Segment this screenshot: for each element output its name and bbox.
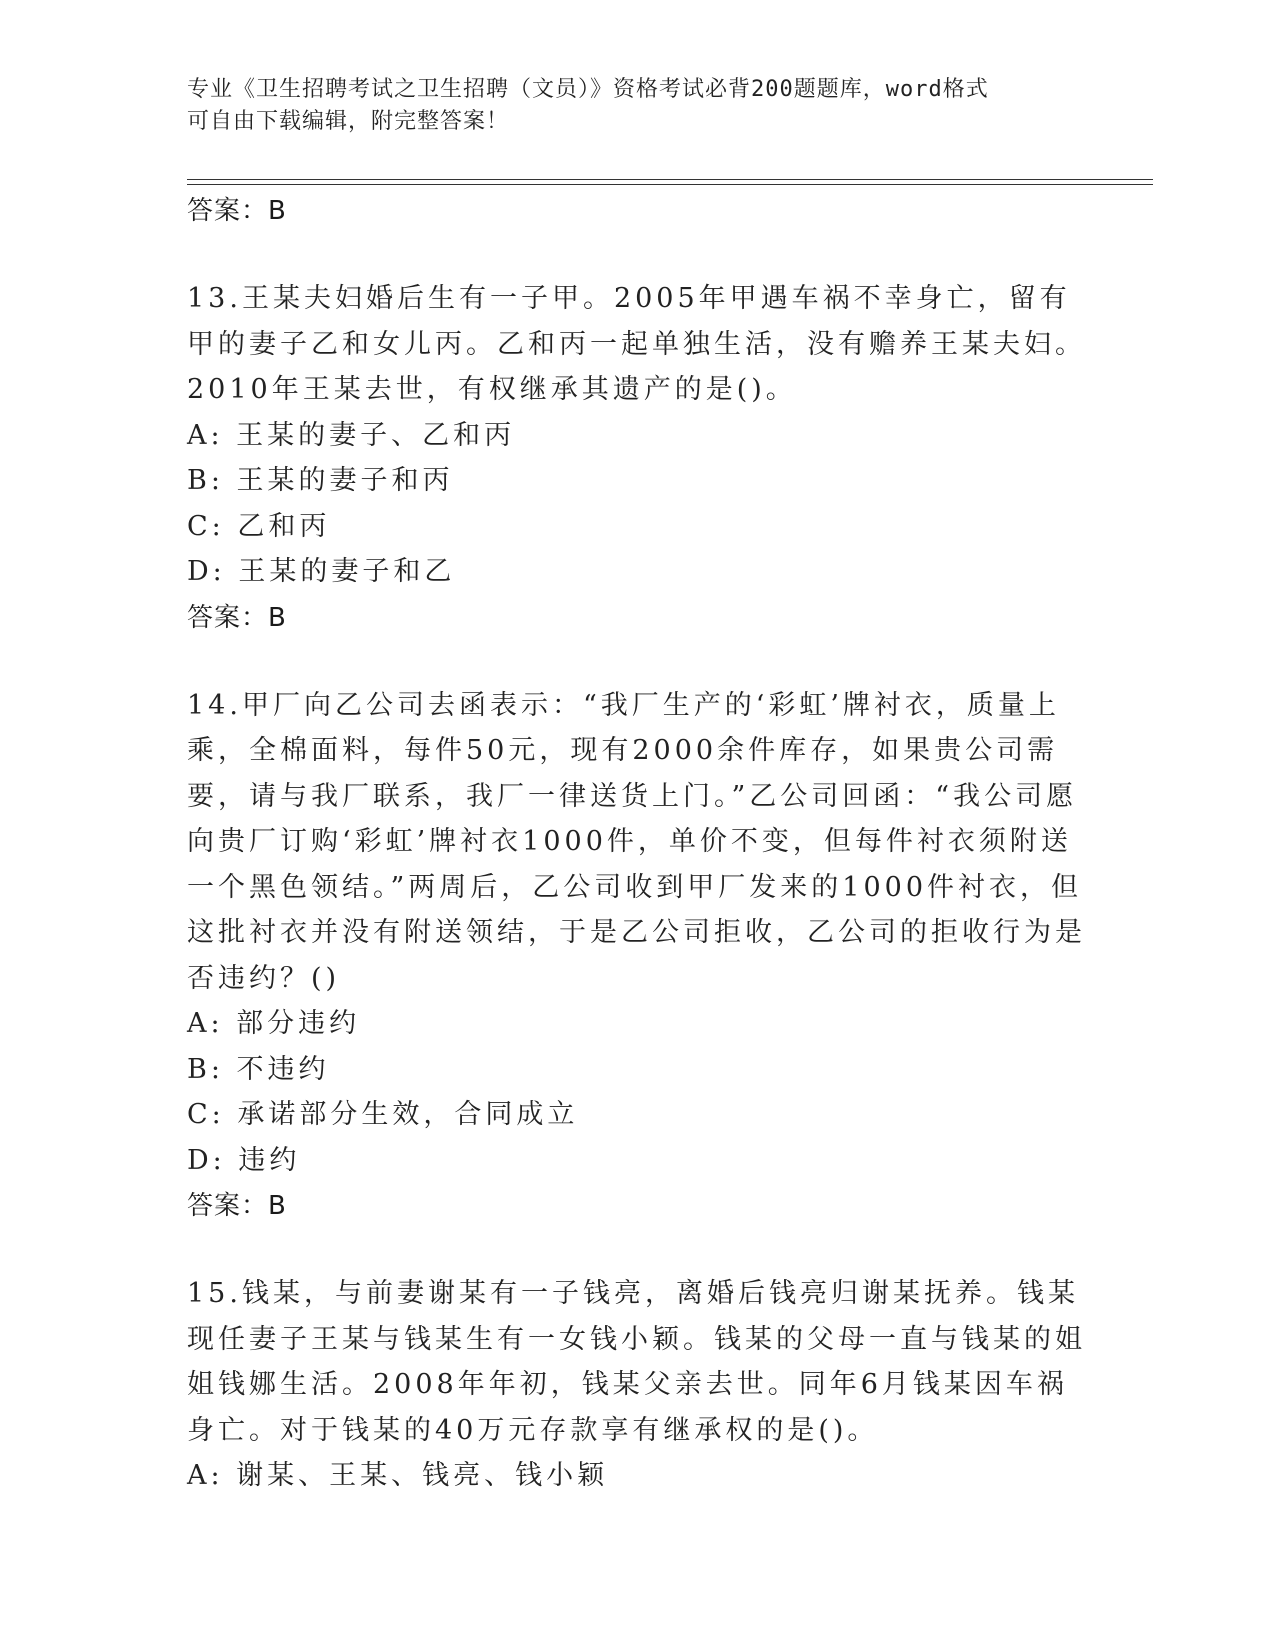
option-b: B: 王某的妻子和丙 <box>187 465 454 496</box>
question-13 <box>187 276 1087 641</box>
answer-line: 答案：B <box>187 1191 287 1221</box>
document-body <box>187 188 1087 1499</box>
option-c: C: 乙和丙 <box>187 510 331 542</box>
header-divider-top <box>187 179 1153 180</box>
answer-line: 答案：B <box>187 196 287 226</box>
answer-line: 答案：B <box>187 602 287 633</box>
option-a: A: 王某的妻子、乙和丙 <box>187 419 516 451</box>
question-text: 15.钱某，与前妻谢某有一子钱亮，离婚后钱亮归谢某抚养。钱某现任妻子王某与钱某生有一女钱小颖。钱某的父母一直与钱某的姐姐钱娜生活。2008年年初，钱某父亲去世。同年6月钱某因车祸身亡。对于钱某的40万元存款享有继承权的是()。 <box>187 1278 1086 1446</box>
option-d: D: 违约 <box>187 1144 301 1176</box>
header-divider-bottom <box>187 184 1153 185</box>
question-15 <box>187 1271 1087 1499</box>
option-c: C: 承诺部分生效，合同成立 <box>187 1099 579 1130</box>
spacer <box>187 1229 1087 1271</box>
option-a: A: 部分违约 <box>187 1008 361 1039</box>
header-line-2: 可自由下载编辑，附完整答案！ <box>187 109 510 134</box>
option-a: A: 谢某、王某、钱亮、钱小颖 <box>187 1460 609 1491</box>
spacer <box>187 641 1087 683</box>
header-line-1: 专业《卫生招聘考试之卫生招聘（文员）》资格考试必背200题题库，word格式 <box>187 77 989 102</box>
page-header <box>187 74 1067 138</box>
question-text: 14.甲厂向乙公司去函表示：“我厂生产的‘彩虹’牌衬衣，质量上乘，全棉面料，每件50元，现有2000余件库存，如果贵公司需要，请与我厂联系，我厂一律送货上门。”乙公司回函：“我公司愿向贵厂订购‘彩虹’牌衬衣1000件，单价不变，但每件衬衣须附送一个黑色领结。”两周后，乙公司收到甲厂发来的1000件衬衣，但这批衬衣并没有附送领结，于是乙公司拒收，乙公司的拒收行为是否违约？() <box>187 689 1086 994</box>
question-14 <box>187 683 1087 1230</box>
option-b: B: 不违约 <box>187 1053 330 1085</box>
spacer <box>187 234 1087 276</box>
option-d: D: 王某的妻子和乙 <box>187 556 456 587</box>
question-text: 13.王某夫妇婚后生有一子甲。2005年甲遇车祸不幸身亡，留有甲的妻子乙和女儿丙。乙和丙一起单独生活，没有赡养王某夫妇。2010年王某去世，有权继承其遗产的是()。 <box>187 283 1086 405</box>
